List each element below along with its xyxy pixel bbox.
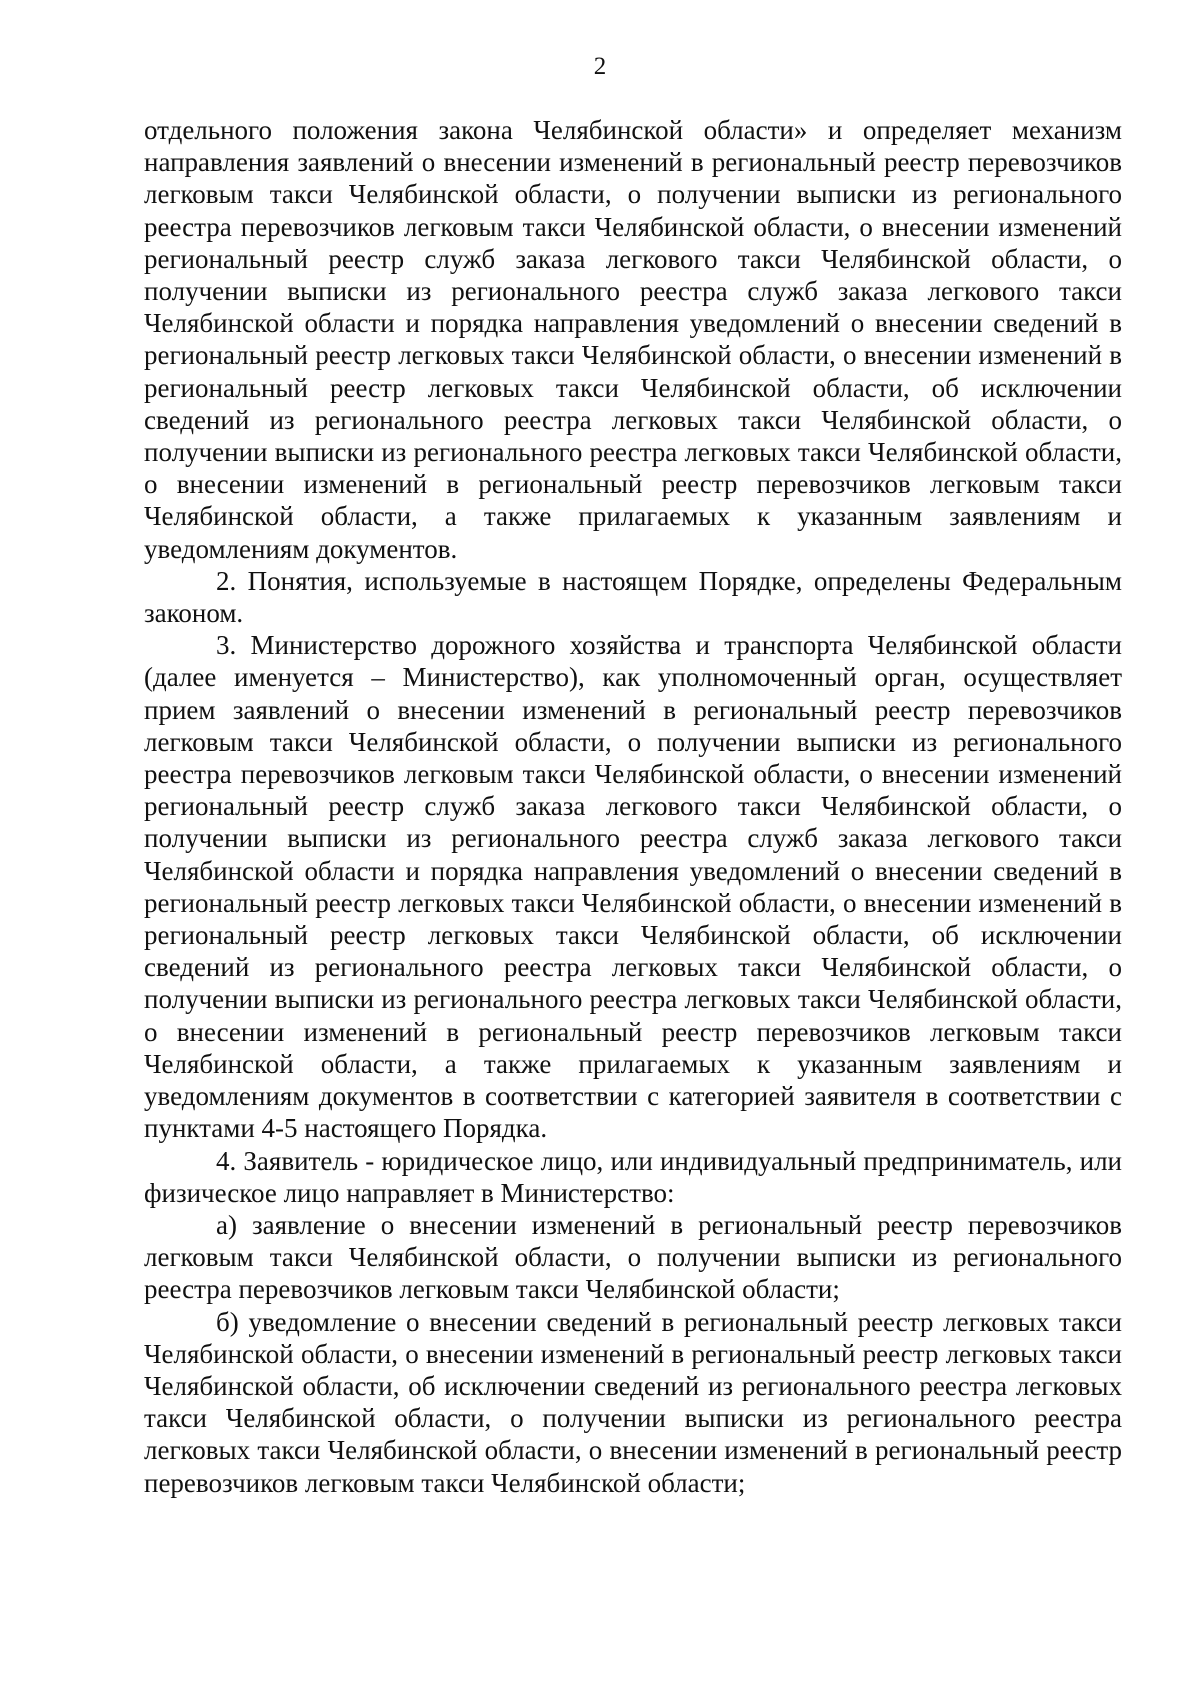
paragraph-continuation: отдельного положения закона Челябинской области» и определяет механизм направления заявлений о внесении изменений в региональный реестр перевозчиков легковым такси Челябинской области, о получении выписки из регионального реестра перевозчиков легковым такси Челябинской области, о внесении изменений региональный реестр служб заказа легкового такси Челябинской области, о получении выписки из регионального реестра служб заказа легкового такси Челябинской области и порядка направления уведомлений о внесении сведений в региональный реестр легковых такси Челябинской области, о внесении изменений в региональный реестр легковых такси Челябинской области, об исключении сведений из регионального реестра легковых такси Челябинской области, о получении выписки из регионального реестра легковых такси Челябинской области, о внесении изменений в региональный реестр перевозчиков легковым такси Челябинской области, а также прилагаемых к указанным заявлениям и уведомлениям документов. [144,115,1122,564]
paragraph-subitem-b: б) уведомление о внесении сведений в региональный реестр легковых такси Челябинской области, о внесении изменений в региональный реестр легковых такси Челябинской области, об исключении сведений из регионального реестра легковых такси Челябинской области, о получении выписки из регионального реестра легковых такси Челябинской области, о внесении изменений в региональный реестр перевозчиков легковым такси Челябинской области; [144,1306,1122,1498]
paragraph-item-2: 2. Понятия, используемые в настоящем Порядке, определены Федеральным законом. [144,565,1122,629]
paragraph-item-3: 3. Министерство дорожного хозяйства и транспорта Челябинской области (далее именуется – Министерство), как уполномоченный орган, осуществляет прием заявлений о внесении изменений в региональный реестр перевозчиков легковым такси Челябинской области, о получении выписки из регионального реестра перевозчиков легковым такси Челябинской области, о внесении изменений региональный реестр служб заказа легкового такси Челябинской области, о получении выписки из регионального реестра служб заказа легкового такси Челябинской области и порядка направления уведомлений о внесении сведений в региональный реестр легковых такси Челябинской области, о внесении изменений в региональный реестр легковых такси Челябинской области, об исключении сведений из регионального реестра легковых такси Челябинской области, о получении выписки из регионального реестра легковых такси Челябинской области, о внесении изменений в региональный реестр перевозчиков легковым такси Челябинской области, а также прилагаемых к указанным заявлениям и уведомлениям документов в соответствии с категорией заявителя в соответствии с пунктами 4-5 настоящего Порядка. [144,630,1122,1144]
page-number: 2 [593,53,607,80]
document-body [144,114,1122,1499]
paragraph-subitem-a: а) заявление о внесении изменений в региональный реестр перевозчиков легковым такси Челябинской области, о получении выписки из регионального реестра перевозчиков легковым такси Челябинской области; [144,1209,1122,1305]
paragraph-item-4: 4. Заявитель - юридическое лицо, или индивидуальный предприниматель, или физическое лицо направляет в Министерство: [144,1145,1122,1208]
